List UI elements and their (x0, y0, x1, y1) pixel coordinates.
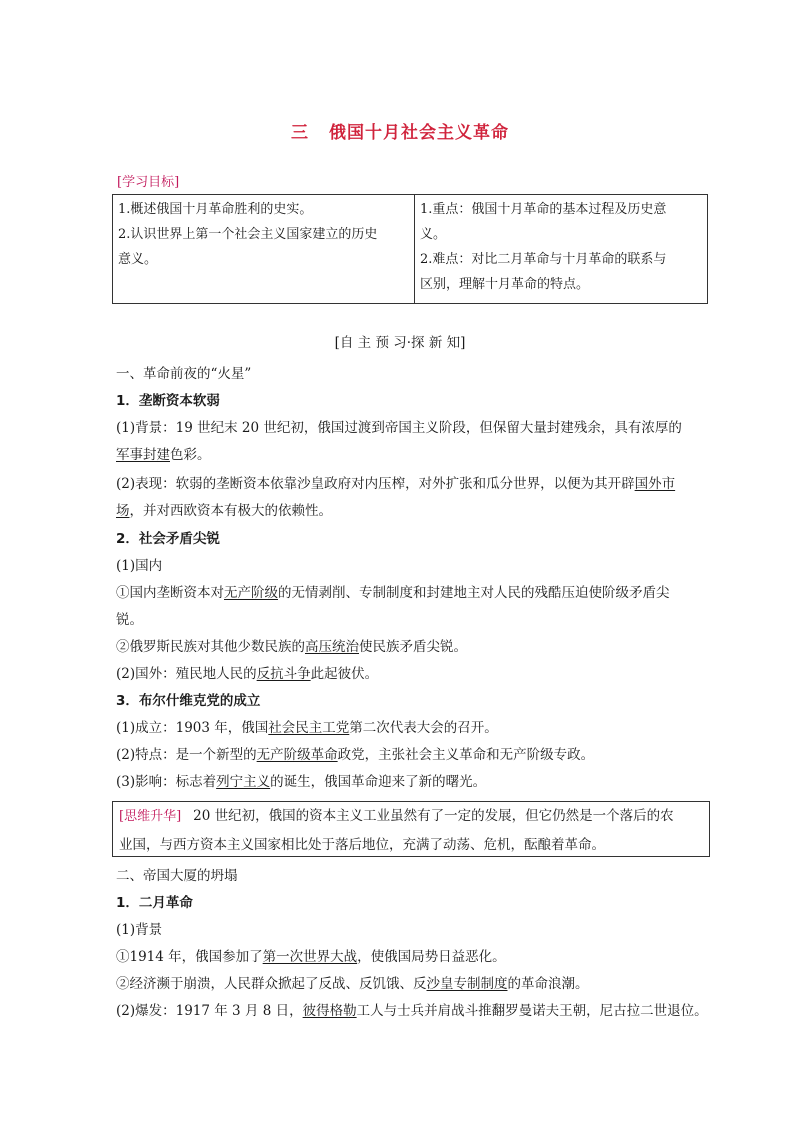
goal-item: 义。 (420, 227, 447, 242)
blank-answer: 无产阶级 (224, 585, 278, 601)
part2-s1-heading: 1．二月革命 (116, 895, 193, 911)
part1-s3-heading: 3．布尔什维克党的成立 (116, 693, 261, 709)
goal-item: 区别，理解十月革命的特点。 (420, 277, 590, 292)
thinking-box (112, 801, 710, 857)
lesson-title (0, 118, 800, 143)
paragraph-line: (2)表现：软弱的垄断资本依靠沙皇政府对内压榨，对外扩张和瓜分世界，以便为其开辟国外市 (116, 476, 676, 492)
thinking-line: 业国，与西方资本主义国家相比处于落后地位，充满了动荡、危机，酝酿着革命。 (119, 837, 605, 853)
thinking-line: [思维升华] 20 世纪初，俄国的资本主义工业虽然有了一定的发展，但它仍然是一个落后的农 (119, 808, 674, 824)
blank-answer: 社会民主工党 (268, 720, 350, 736)
blank-answer: 场 (116, 503, 130, 519)
learning-goals-table (112, 194, 708, 304)
goal-item: 意义。 (118, 252, 158, 267)
blank-answer: 沙皇专制制度 (426, 976, 508, 992)
paragraph-line: (3)影响：标志着列宁主义的诞生，俄国革命迎来了新的曙光。 (116, 774, 487, 790)
lesson-title-text: 俄国十月社会主义革命 (329, 123, 509, 143)
blank-answer: 无产阶级革命 (256, 747, 338, 763)
part1-heading: 一、革命前夜的“火星” (116, 366, 252, 382)
paragraph-line: (2)特点：是一个新型的无产阶级革命政党，主张社会主义革命和无产阶级专政。 (116, 747, 595, 763)
goal-item: 1.概述俄国十月革命胜利的史实。 (118, 202, 313, 217)
goal-item: 2.难点：对比二月革命与十月革命的联系与 (420, 252, 667, 267)
paragraph-line: ①1914 年，俄国参加了第一次世界大战，使俄国局势日益恶化。 (116, 949, 506, 965)
paragraph-line: (2)国外：殖民地人民的反抗斗争此起彼伏。 (116, 666, 379, 682)
goals-left-cell (113, 195, 415, 304)
paragraph-line: (1)国内 (116, 558, 163, 574)
blank-answer: 第一次世界大战 (262, 949, 358, 965)
paragraph-line: 锐。 (116, 612, 143, 628)
paragraph-line: ②经济濒于崩溃，人民群众掀起了反战、反饥饿、反沙皇专制制度的革命浪潮。 (116, 976, 589, 992)
paragraph-line: (1)背景 (116, 922, 163, 938)
paragraph-line: 军事封建色彩。 (116, 447, 211, 463)
goal-item: 2.认识世界上第一个社会主义国家建立的历史 (118, 227, 378, 242)
part1-s2-heading: 2．社会矛盾尖锐 (116, 531, 220, 547)
blank-answer: 高压统治 (305, 639, 359, 655)
thinking-tag: [思维升华] (119, 809, 182, 824)
blank-answer: 国外市 (634, 476, 676, 492)
goals-right-cell (415, 195, 708, 304)
part2-heading: 二、帝国大厦的坍塌 (116, 868, 238, 884)
part1-s1-heading: 1．垄断资本软弱 (116, 393, 220, 409)
paragraph-line: 场，并对西欧资本有极大的依赖性。 (116, 503, 332, 519)
paragraph-line: (2)爆发：1917 年 3 月 8 日，彼得格勒工人与士兵并肩战斗推翻罗曼诺夫王朝，尼古拉二世退位。 (116, 1003, 708, 1019)
blank-answer: 列宁主义 (216, 774, 271, 790)
lesson-number: 三 (291, 123, 309, 143)
blank-answer: 军事封建 (116, 447, 170, 463)
paragraph-line: (1)背景：19 世纪末 20 世纪初，俄国过渡到帝国主义阶段，但保留大量封建残余，具有浓厚的 (116, 420, 682, 436)
section-header: [自 主 预 习·探 新 知] (334, 335, 466, 351)
goal-item: 1.重点：俄国十月革命的基本过程及历史意 (420, 202, 667, 217)
paragraph-line: ②俄罗斯民族对其他少数民族的高压统治使民族矛盾尖锐。 (116, 639, 467, 655)
paragraph-line: (1)成立：1903 年，俄国社会民主工党第二次代表大会的召开。 (116, 720, 498, 736)
paragraph-line: ①国内垄断资本对无产阶级的无情剥削、专制制度和封建地主对人民的残酷压迫使阶级矛盾尖 (116, 585, 670, 601)
blank-answer: 彼得格勒 (302, 1003, 357, 1019)
blank-answer: 反抗斗争 (256, 666, 311, 682)
learning-goals-tag: [学习目标] (117, 175, 180, 190)
